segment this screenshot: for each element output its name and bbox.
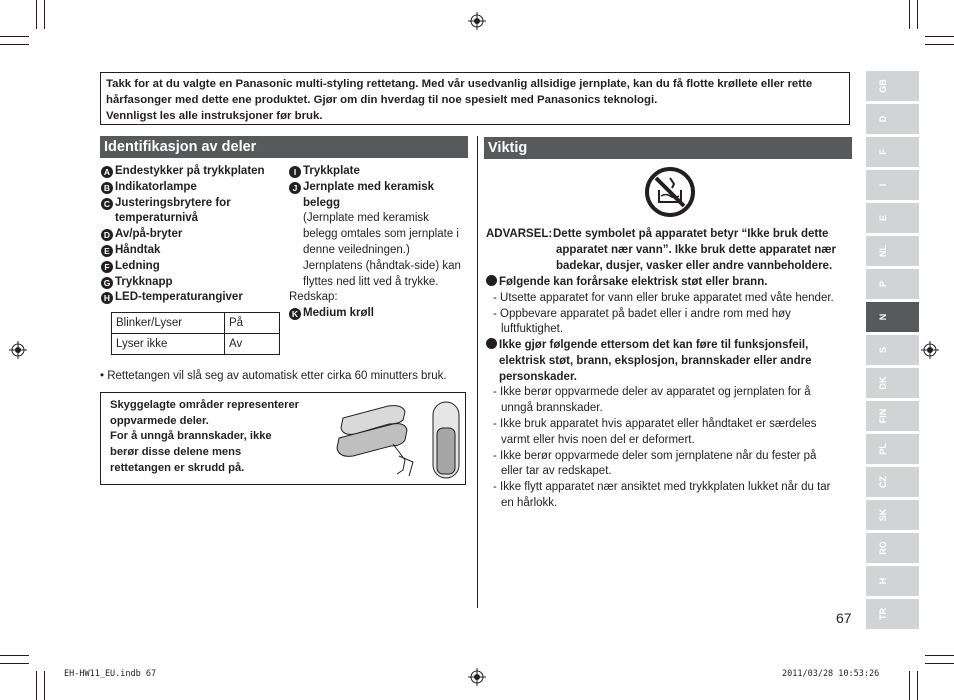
crop-mark [917,0,918,29]
part-letter-badge: B [101,182,113,194]
part-item [101,164,286,180]
parts-section-header: Identifikasjon av deler [100,136,468,158]
tab-sk[interactable]: SK [866,500,919,530]
part-item [101,227,286,243]
part-label: Ledning [115,259,160,272]
intro-line: Vennligst les alle instruksjoner før bruk. [106,110,323,122]
part-item [101,259,286,275]
advarsel-label: ADVARSEL: [486,228,553,240]
advarsel-line: apparatet nær vann”. Ikke bruk dette apparatet nær [556,243,836,256]
tab-pl[interactable]: PL [866,434,919,464]
part-item [101,290,286,306]
part-item [289,196,471,212]
part-label: Jernplate med keramisk [303,180,435,193]
part-label: LED-temperaturangiver [115,291,243,304]
list-item: unngå brannskader. [501,402,603,415]
part-label: Trykkplate [303,165,360,177]
tool-label: Redskap: [289,291,338,304]
footer-timestamp: 2011/03/28 10:53:26 [782,669,880,679]
tab-tr[interactable]: TR [866,599,919,629]
part-note: flyttes ned litt ved å trykke. [303,275,439,288]
part-note: denne veiledningen.) [303,243,410,256]
part-note: (Jernplate med keramisk [303,212,429,225]
crop-mark [909,0,910,29]
tab-n[interactable]: N [866,302,919,332]
warning-line: Skyggelagte områder representerer [110,399,300,411]
part-item [289,180,471,196]
crop-mark [0,36,29,37]
stop-heading: Ikke gjør følgende ettersom det kan føre til funksjonsfeil, [499,339,809,351]
warning-line: For å unngå brannskader, ikke [110,430,272,443]
crop-mark [0,663,29,664]
part-letter-badge: E [101,245,113,257]
list-item: - Ikke berør oppvarmede deler av apparatet og jernplaten for å [493,386,811,399]
list-item: - Oppbevare apparatet på badet eller i andre rom med høy [493,307,791,320]
tab-fin[interactable]: FIN [866,401,919,431]
part-letter-badge: I [289,166,301,178]
part-letter-badge: H [101,292,113,304]
table-cell: Lyser ikke [112,334,225,355]
table-cell: På [225,313,280,334]
part-letter-badge: D [101,229,113,241]
part-note: belegg omtales som jernplate i [303,228,459,241]
viktig-section-header: Viktig [484,137,852,159]
intro-line: Takk for at du valgte en Panasonic multi-styling rettetang. Med vår usedvanlig allsidige jernplate, kan du få flotte krøllete eller rette [106,78,813,90]
led-table [111,312,280,355]
part-label: belegg [303,196,341,209]
crop-mark [909,671,910,700]
parts-list-right [289,164,471,322]
intro-line: hårfasonger med dette ene produktet. Gjør om din hverdag til noe spesielt med Panasonics teknologi. [106,94,658,106]
part-label: Håndtak [115,243,161,256]
crop-mark [36,671,37,700]
part-letter-badge: C [101,198,113,210]
part-item [101,196,286,212]
no-water-symbol-icon [644,166,696,218]
tab-ro[interactable]: RO [866,533,919,563]
table-cell: Av [225,334,280,355]
part-label: temperaturnivå [115,212,199,225]
part-letter-badge: K [289,308,301,320]
list-item: - Ikke bruk apparatet hvis apparatet eller håndtaket er særdeles [493,417,817,430]
crop-mark [925,663,954,664]
page-number: 67 [836,610,852,626]
tab-f[interactable]: F [866,137,919,167]
tab-i[interactable]: I [866,170,919,200]
crop-mark [925,36,954,37]
list-item: varmt eller hvis noen del er deformert. [501,433,695,446]
registration-mark-icon [9,341,27,359]
footer-file-info: EH-HW11_EU.indb 67 [64,669,157,679]
crop-mark [0,44,29,45]
tab-d[interactable]: D [866,104,919,134]
part-letter-badge: J [289,182,301,194]
column-divider [477,136,478,608]
tab-s[interactable]: S [866,335,919,365]
tab-cz[interactable]: CZ [866,467,919,497]
tab-nl[interactable]: NL [866,236,919,266]
stop-heading: personskader. [499,370,577,383]
part-label: Indikatorlampe [115,180,197,193]
part-letter-badge: F [101,261,113,273]
part-label: Trykknapp [115,275,173,288]
hot-parts-warning-box [100,392,466,485]
list-item: - Utsette apparatet for vann eller bruke apparatet med våte hender. [493,291,834,304]
warning-line: berør disse delene mens [110,446,242,459]
part-letter-badge: G [101,277,113,289]
part-note: Jernplatens (håndtak-side) kan [303,259,461,272]
crop-mark [925,44,954,45]
auto-off-note: • Rettetangen vil slå seg av automatisk etter cirka 60 minutters bruk. [100,370,447,382]
tab-p[interactable]: P [866,269,919,299]
crop-mark [44,0,45,29]
parts-list-left [101,164,286,306]
part-label: Av/på-bryter [115,228,183,241]
stop-section [486,338,854,512]
advarsel-line: badekar, dusjer, vasker eller andre vannbeholdere. [556,259,833,272]
tab-gb[interactable]: GB [866,71,919,101]
list-item: en hårlokk. [501,496,558,509]
bullet-icon [486,338,497,349]
part-item [101,180,286,196]
crop-mark [0,655,29,656]
part-item [289,164,471,180]
table-row [112,334,280,355]
advarsel-line: Dette symbolet på apparatet betyr “Ikke bruk dette [553,228,829,240]
part-label: Medium krøll [303,307,374,320]
styling-iron-illustration [333,398,463,482]
bullet-icon [486,275,497,286]
part-label: Justeringsbrytere for [115,196,231,209]
stop-heading: elektrisk støt, brann, eksplosjon, brannskader eller andre [499,354,812,367]
hot-parts-warning-text [110,398,320,477]
crop-mark [36,0,37,29]
part-item [289,306,471,322]
list-item: luftfuktighet. [501,323,564,336]
table-cell: Blinker/Lyser [112,313,225,334]
part-letter-badge: A [101,166,113,178]
registration-mark-icon [921,341,939,359]
registration-mark-icon [468,12,486,30]
tab-h[interactable]: H [866,566,919,596]
shock-heading: Følgende kan forårsake elektrisk støt eller brann. [499,276,768,288]
warning-line: rettetangen er skrudd på. [110,461,245,474]
warning-line: oppvarmede deler. [110,414,209,427]
table-row [112,313,280,334]
tab-e[interactable]: E [866,203,919,233]
list-item: eller tar av redskapet. [501,465,612,478]
part-item [101,211,286,227]
tab-dk[interactable]: DK [866,368,919,398]
intro-box [100,72,850,125]
crop-mark [44,671,45,700]
crop-mark [917,671,918,700]
registration-mark-icon [468,668,486,686]
part-item [101,243,286,259]
part-item [101,275,286,291]
list-item: - Ikke flytt apparatet nær ansiktet med trykkplaten lukket når du tar [493,481,831,494]
crop-mark [925,655,954,656]
part-label: Endestykker på trykkplaten [115,165,265,177]
list-item: - Ikke berør oppvarmede deler som jernplatene når du fester på [493,449,817,462]
shock-section [486,275,854,338]
